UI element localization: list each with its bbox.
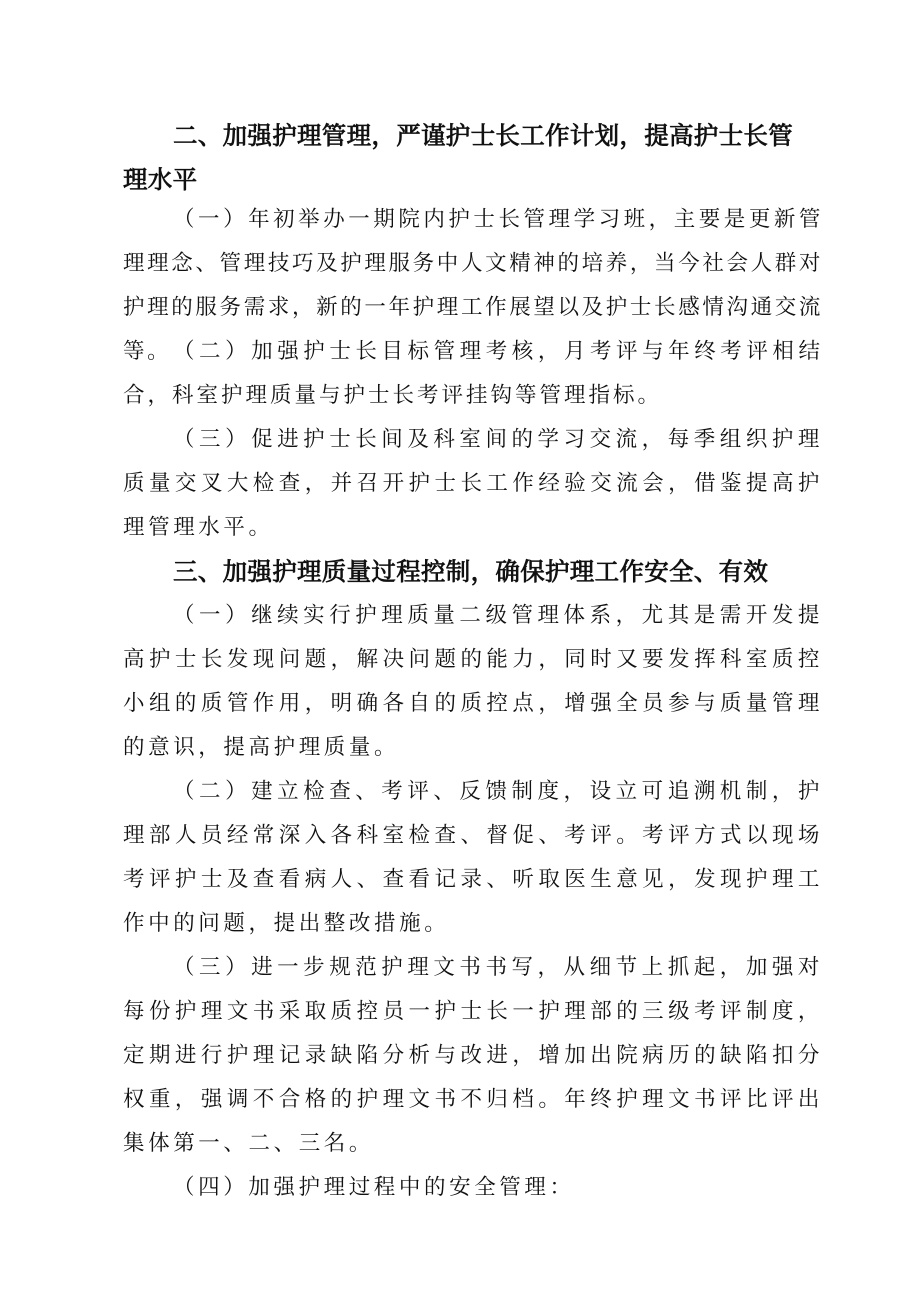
section-3-item-2: （二）建立检查、考评、反馈制度，设立可追溯机制，护理部人员经常深入各科室检查、督促、考评。考评方式以现场考评护士及查看病人、查看记录、听取医生意见，发现护理工作中的问题，提出整改措施。 bbox=[123, 779, 823, 936]
section-3-heading: 三、加强护理质量过程控制，确保护理工作安全、有效 bbox=[173, 557, 769, 586]
section-3-item-3: （三）进一步规范护理文书书写，从细节上抓起，加强对每份护理文书采取质控员一护士长一护理部的三级考评制度，定期进行护理记录缺陷分析与改进，增加出院病历的缺陷扣分权重，强调不合格的护理文书不归档。年终护理文书评比评出集体第一、二、三名。 bbox=[123, 955, 823, 1156]
section-2-item-2: （二）加强护士长目标管理考核，月考评与年终考评相结合，科室护理质量与护士长考评挂钩等管理指标。 bbox=[123, 339, 823, 408]
section-2-item-1: （一）年初举办一期院内护士长管理学习班，主要是更新管理理念、管理技巧及护理服务中人文精神的培养，当今社会人群对护理的服务需求，新的一年护理工作展望以及护士长感情沟通交流等。 bbox=[123, 207, 823, 364]
section-2-heading: 二、加强护理管理，严谨护士长工作计划，提高护士长管理水平 bbox=[123, 121, 793, 194]
section-3-item-4: （四）加强护理过程中的安全管理： bbox=[173, 1175, 575, 1200]
section-2-item-3: （三）促进护士长间及科室间的学习交流，每季组织护理质量交叉大检查，并召开护士长工作经验交流会，借鉴提高护理管理水平。 bbox=[123, 427, 823, 540]
section-3-item-1: （一）继续实行护理质量二级管理体系，尤其是需开发提高护士长发现问题，解决问题的能力，同时又要发挥科室质控小组的质管作用，明确各自的质控点，增强全员参与质量管理的意识，提高护理质量。 bbox=[123, 603, 823, 760]
